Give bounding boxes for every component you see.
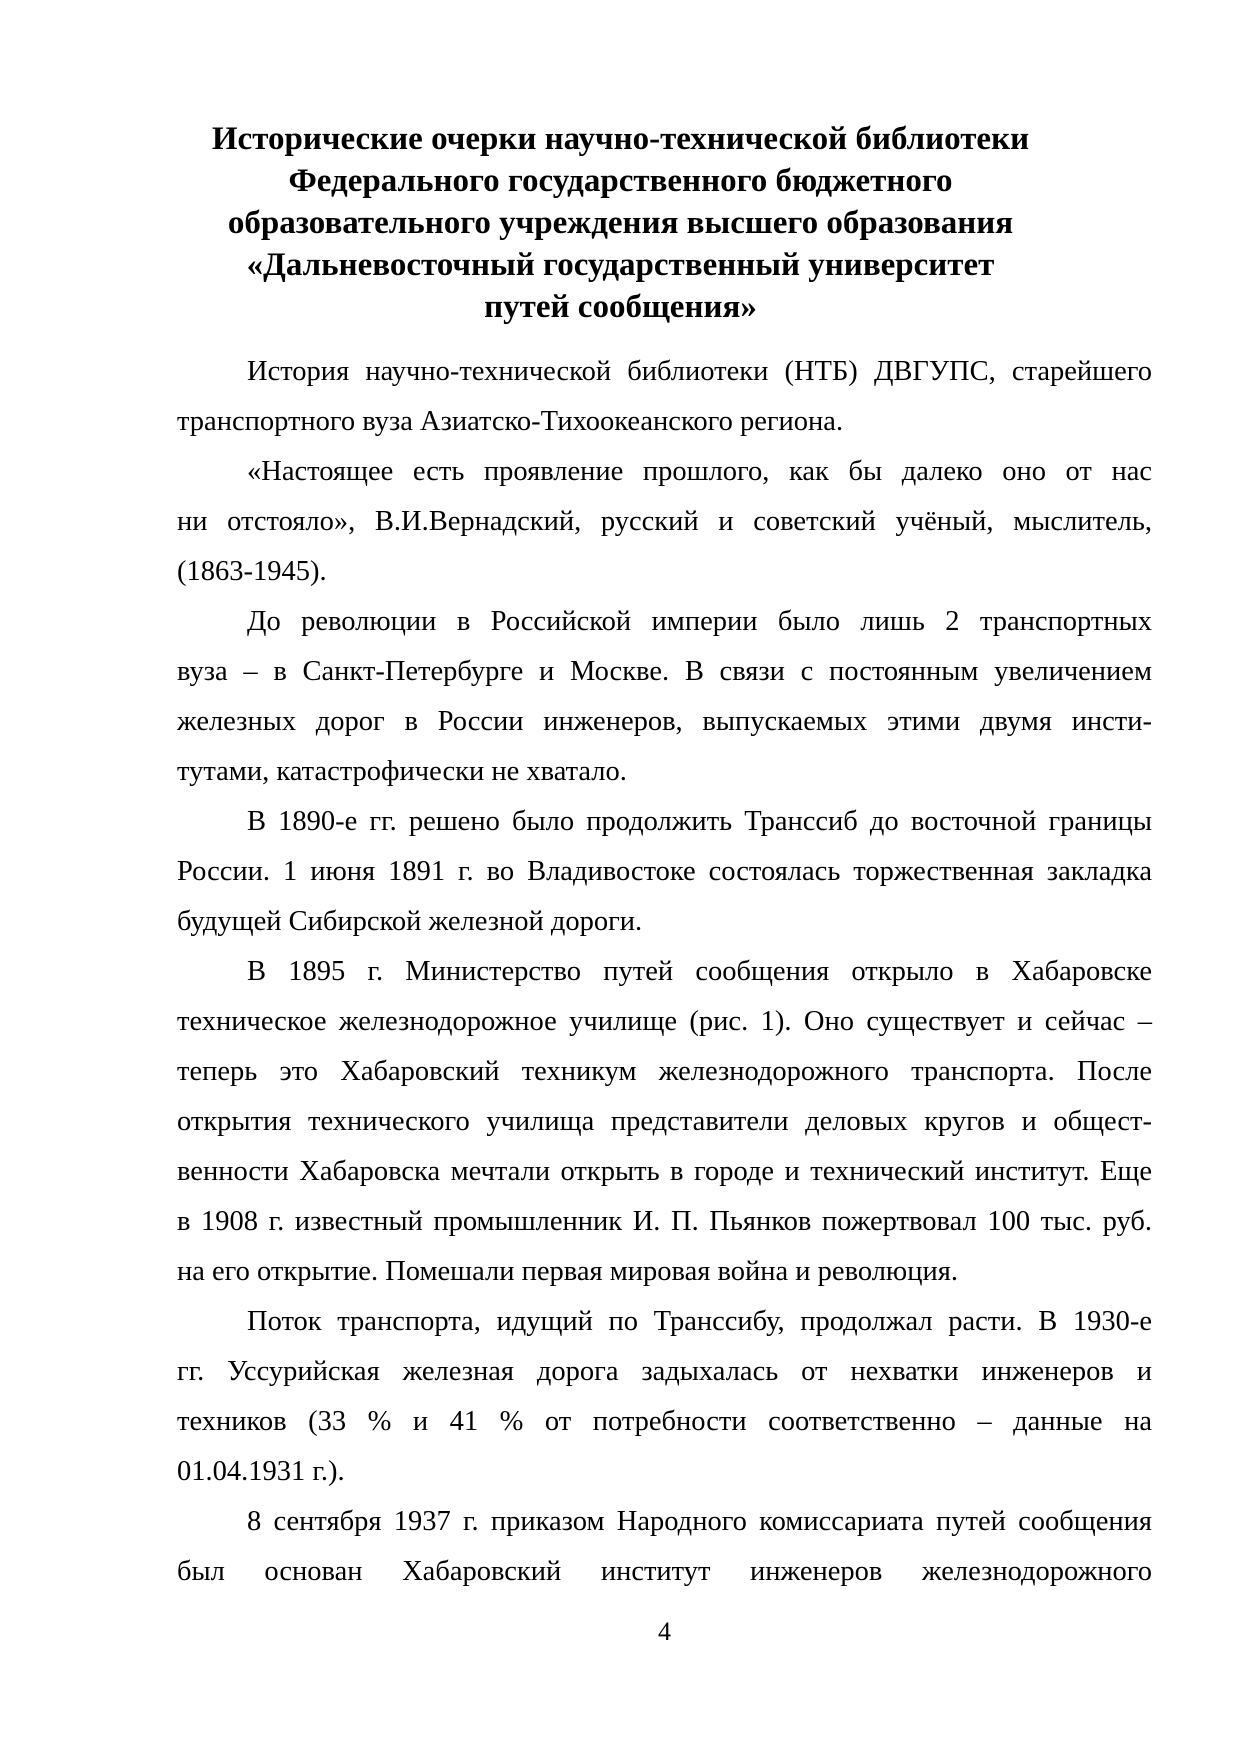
title-line: путей сообщения» — [484, 289, 757, 325]
page-footer — [177, 1617, 1152, 1647]
paragraph — [177, 1297, 1152, 1497]
text-line: транспортного вуза Азиатско-Тихоокеанского региона. — [177, 406, 844, 437]
text-line: В 1890-е гг. решено было продолжить Транссиб до восточной границы — [247, 806, 1152, 837]
text-line: 01.04.1931 г.). — [177, 1456, 345, 1487]
paragraph — [177, 797, 1152, 947]
text-line: техников (33 % и 41 % от потребности соответственно – данные на — [177, 1406, 1152, 1437]
paragraph — [177, 347, 1152, 447]
text-line: будущей Сибирской железной дороги. — [177, 906, 643, 937]
text-line: История научно-технической библиотеки (НТБ) ДВГУПС, старейшего — [247, 356, 1152, 387]
text-line: Поток транспорта, идущий по Транссибу, продолжал расти. В 1930-е — [247, 1306, 1152, 1337]
paragraph — [177, 1497, 1152, 1597]
text-line: До революции в Российской империи было лишь 2 транспортных — [247, 606, 1152, 637]
text-line: открытия технического училища представители деловых кругов и общест- — [177, 1106, 1152, 1137]
text-line: был основан Хабаровский институт инженеров железнодорожного — [177, 1556, 1152, 1587]
text-line: 8 сентября 1937 г. приказом Народного комиссариата путей сообщения — [247, 1506, 1152, 1537]
text-line: вуза – в Санкт-Петербурге и Москве. В связи с постоянным увеличением — [177, 656, 1152, 687]
paragraph — [177, 947, 1152, 1297]
text-line: в 1908 г. известный промышленник И. П. Пьянков пожертвовал 100 тыс. руб. — [177, 1206, 1152, 1237]
text-line: техническое железнодорожное училище (рис. 1). Оно существует и сейчас – — [177, 1006, 1152, 1037]
text-line: венности Хабаровска мечтали открыть в городе и технический институт. Еще — [177, 1156, 1152, 1187]
document-title — [0, 118, 1241, 328]
text-line: железных дорог в России инженеров, выпускаемых этими двумя инсти- — [177, 706, 1152, 737]
title-line: образовательного учреждения высшего образования — [227, 205, 1014, 241]
text-line: (1863-1945). — [177, 556, 327, 587]
paragraph — [177, 447, 1152, 597]
text-line: «Настоящее есть проявление прошлого, как бы далеко оно от нас — [247, 456, 1152, 487]
text-line: теперь это Хабаровский техникум железнодорожного транспорта. После — [177, 1056, 1152, 1087]
text-line: гг. Уссурийская железная дорога задыхалась от нехватки инженеров и — [177, 1356, 1152, 1387]
text-line: В 1895 г. Министерство путей сообщения открыло в Хабаровске — [247, 956, 1152, 987]
document-body — [177, 347, 1152, 1597]
title-line: Федерального государственного бюджетного — [288, 163, 953, 199]
text-line: ни отстояло», В.И.Вернадский, русский и советский учёный, мыслитель, — [177, 506, 1152, 537]
text-line: на его открытие. Помешали первая мировая война и революция. — [177, 1256, 958, 1287]
text-line: тутами, катастрофически не хватало. — [177, 756, 627, 787]
title-line: «Дальневосточный государственный университет — [246, 247, 995, 283]
paragraph — [177, 597, 1152, 797]
page-number: 4 — [658, 1617, 671, 1646]
title-line: Исторические очерки научно-технической библиотеки — [211, 121, 1030, 157]
text-line: России. 1 июня 1891 г. во Владивостоке состоялась торжественная закладка — [177, 856, 1152, 887]
